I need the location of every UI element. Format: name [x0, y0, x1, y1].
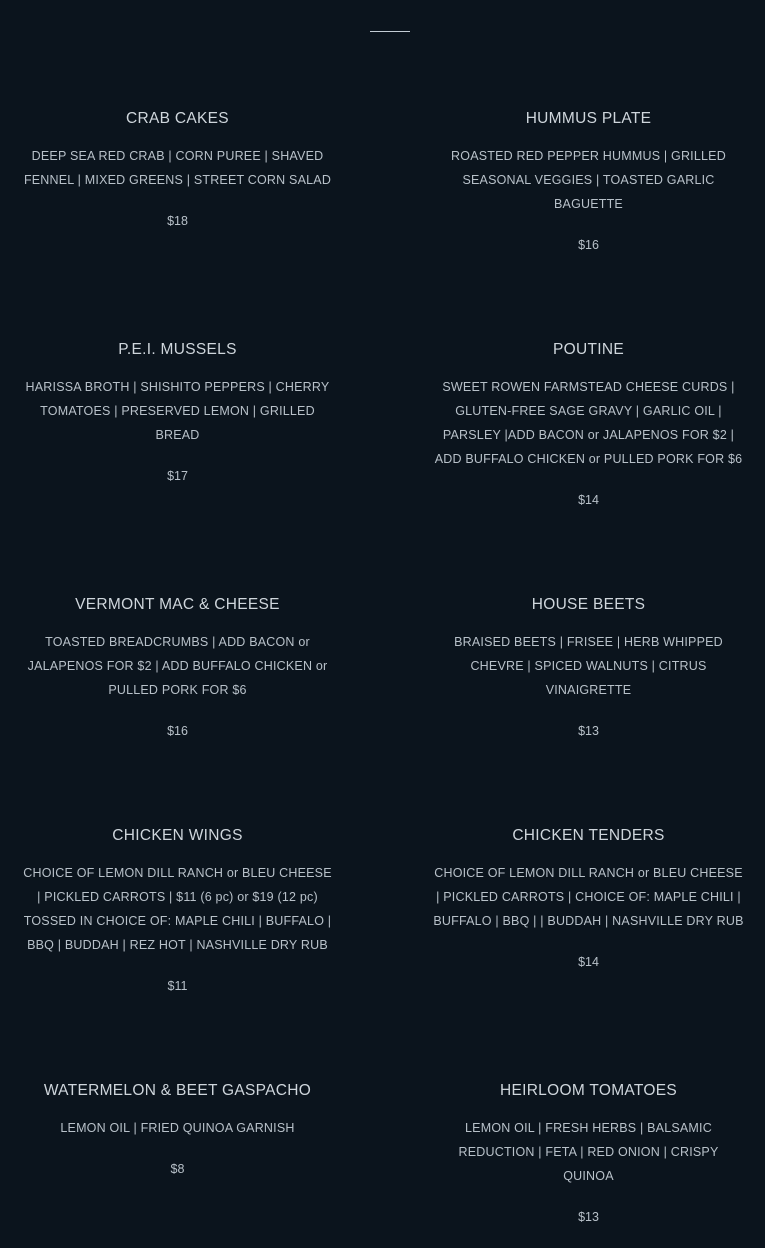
item-name: P.E.I. MUSSELS	[118, 341, 237, 358]
item-name: HEIRLOOM TOMATOES	[499, 1082, 678, 1099]
item-price: $13	[578, 1210, 599, 1224]
menu-item-chicken-wings	[20, 826, 335, 998]
menu-item-crab-cakes	[20, 109, 335, 233]
item-name: POUTINE	[553, 341, 624, 358]
item-description: LEMON OIL | FRIED QUINOA GARNISH	[60, 1121, 295, 1135]
item-name: CHICKEN TENDERS	[512, 827, 665, 844]
item-price: $13	[578, 724, 599, 738]
item-name: CRAB CAKES	[126, 110, 229, 127]
item-price: $17	[167, 469, 188, 483]
item-name: HUMMUS PLATE	[525, 110, 652, 127]
item-description: TOASTED BREADCRUMBS | ADD BACON or JALAPENOS FOR $2 | ADD BUFFALO CHICKEN or PULLED PORK FOR $6	[27, 635, 328, 697]
item-description: ROASTED RED PEPPER HUMMUS | GRILLED SEASONAL VEGGIES | TOASTED GARLIC BAGUETTE	[451, 149, 726, 211]
menu-item-vermont-mac-cheese	[20, 595, 335, 743]
item-description: DEEP SEA RED CRAB | CORN PUREE | SHAVED FENNEL | MIXED GREENS | STREET CORN SALAD	[23, 149, 332, 187]
menu-item-poutine	[432, 340, 745, 512]
item-price: $14	[578, 955, 599, 969]
item-name: WATERMELON & BEET GASPACHO	[43, 1082, 312, 1099]
item-price: $14	[578, 493, 599, 507]
item-description: BRAISED BEETS | FRISEE | HERB WHIPPED CHEVRE | SPICED WALNUTS | CITRUS VINAIGRETTE	[454, 635, 723, 697]
item-description: HARISSA BROTH | SHISHITO PEPPERS | CHERRY TOMATOES | PRESERVED LEMON | GRILLED BREAD	[25, 380, 330, 442]
menu-item-chicken-tenders	[432, 826, 745, 974]
item-name: HOUSE BEETS	[531, 596, 646, 613]
item-name: CHICKEN WINGS	[112, 827, 243, 844]
item-description: CHOICE OF LEMON DILL RANCH or BLEU CHEESE | PICKLED CARROTS | CHOICE OF: MAPLE CHILI | BUFFALO | BBQ | | BUDDAH | NASHVILLE DRY RUB	[433, 866, 744, 928]
item-description: LEMON OIL | FRESH HERBS | BALSAMIC REDUCTION | FETA | RED ONION | CRISPY QUINOA	[458, 1121, 719, 1183]
menu-item-house-beets	[432, 595, 745, 743]
item-price: $11	[167, 979, 188, 993]
menu-item-hummus-plate	[432, 109, 745, 257]
item-description: SWEET ROWEN FARMSTEAD CHEESE CURDS | GLUTEN-FREE SAGE GRAVY | GARLIC OIL | PARSLEY |ADD BACON or JALAPENOS FOR $2 | ADD BUFFALO CHICKEN or PULLED PORK FOR $6	[434, 380, 743, 466]
item-description: CHOICE OF LEMON DILL RANCH or BLEU CHEESE | PICKLED CARROTS | $11 (6 pc) or $19 (12 pc) TOSSED IN CHOICE OF: MAPLE CHILI | BUFFALO | BBQ | BUDDAH | REZ HOT | NASHVILLE DRY RUB	[23, 866, 332, 952]
item-price: $16	[167, 724, 188, 738]
menu-item-heirloom-tomatoes	[432, 1081, 745, 1229]
item-price: $18	[167, 214, 188, 228]
menu-item-pei-mussels	[20, 340, 335, 488]
item-price: $8	[170, 1162, 185, 1176]
item-price: $16	[578, 238, 599, 252]
header-divider	[370, 31, 410, 32]
menu-item-watermelon-beet-gaspacho	[20, 1081, 335, 1181]
item-name: VERMONT MAC & CHEESE	[75, 596, 280, 613]
